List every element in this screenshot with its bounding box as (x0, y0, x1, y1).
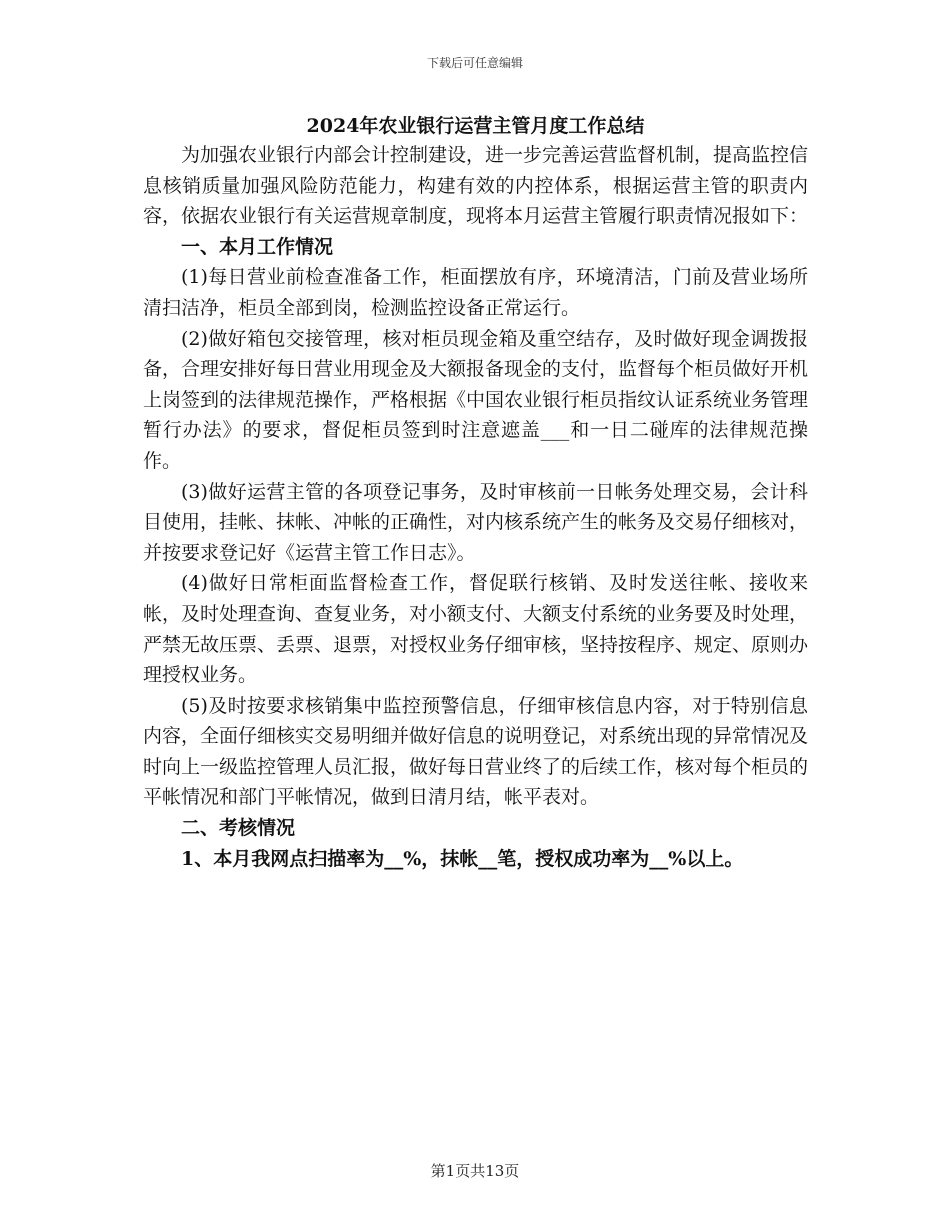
header-note: 下载后可任意编辑 (426, 56, 523, 70)
document-title: 2024年农业银行运营主管月度工作总结 (306, 115, 645, 137)
work-item-3: (3)做好运营主管的各项登记事务，及时审核前一日帐务处理交易，会计科目使用，挂帐、抹帐、冲帐的正确性，对内核系统产生的帐务及交易仔细核对，并按要求登记好《运营主管工作日志》。 (143, 480, 809, 564)
work-item-1: (1)每日营业前检查准备工作，柜面摆放有序，环境清洁，门前及营业场所清扫洁净，柜员全部到岗，检测监控设备正常运行。 (143, 266, 808, 319)
document-body (143, 112, 808, 874)
work-item-5: (5)及时按要求核销集中监控预警信息，仔细审核信息内容，对于特别信息内容，全面仔细核实交易明细并做好信息的说明登记，对系统出现的异常情况及时向上一级监控管理人员汇报，做好每日营业终了的后续工作，核对每个柜员的平帐情况和部门平帐情况，做到日清月结，帐平表对。 (143, 694, 809, 809)
work-item-2: (2)做好箱包交接管理，核对柜员现金箱及重空结存，及时做好现金调拨报备，合理安排好每日营业用现金及大额报备现金的支付，监督每个柜员做好开机上岗签到的法律规范操作，严格根据《中国农业银行柜员指纹认证系统业务管理暂行办法》的要求，督促柜员签到时注意遮盖___和一日二碰库的法律规范操作。 (143, 327, 809, 472)
assessment-line: 1、本月我网点扫描率为__%，抹帐__笔，授权成功率为__%以上。 (181, 847, 744, 870)
page-footer: 第1页共13页 (430, 1162, 520, 1180)
intro-paragraph: 为加强农业银行内部会计控制建设，进一步完善运营监督机制，提高监控信息核销质量加强风险防范能力，构建有效的内控体系，根据运营主管的职责内容，依据农业银行有关运营规章制度，现将本月运营主管履行职责情况报如下： (143, 144, 809, 228)
section-heading-assessment: 二、考核情况 (181, 817, 296, 840)
section-heading-work: 一、本月工作情况 (181, 235, 334, 258)
work-item-4: (4)做好日常柜面监督检查工作，督促联行核销、及时发送往帐、接收来帐，及时处理查询、查复业务，对小额支付、大额支付系统的业务要及时处理，严禁无故压票、丢票、退票，对授权业务仔细审核，坚持按程序、规定、原则办理授权业务。 (143, 572, 809, 687)
